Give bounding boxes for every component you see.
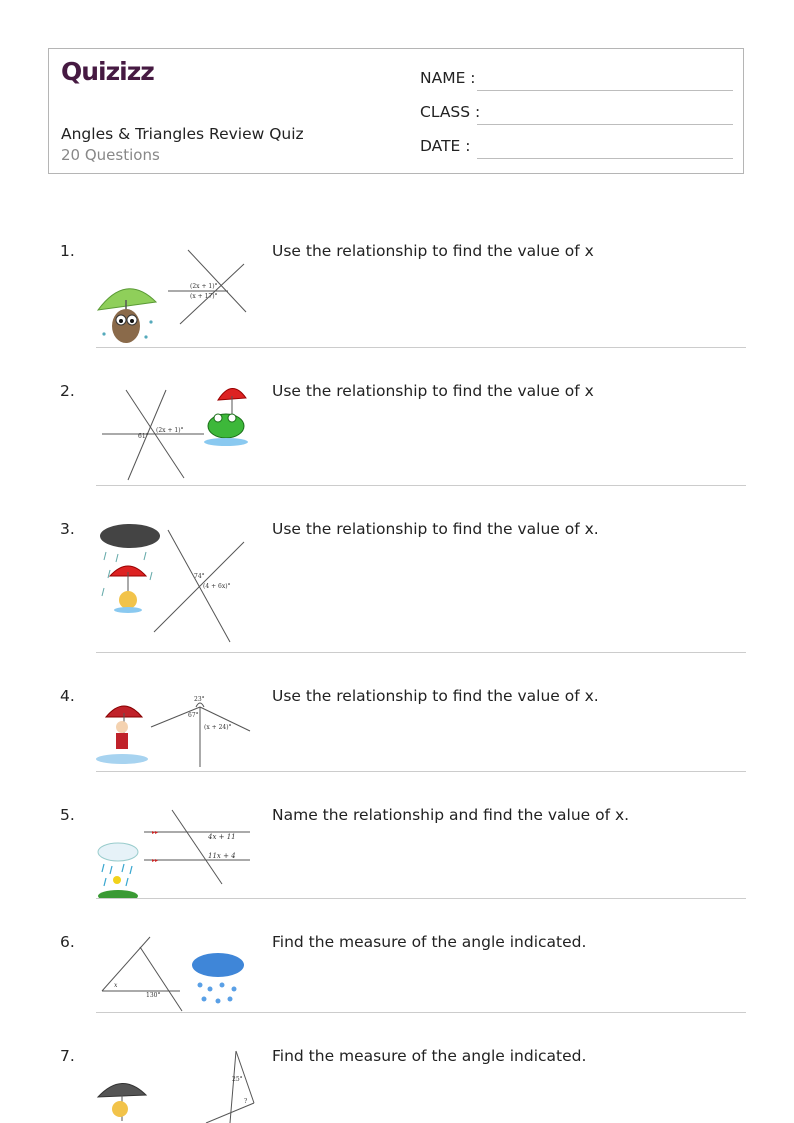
angle-label: 11x + 4 [208, 852, 236, 860]
question-text: Use the relationship to find the value of x [272, 382, 594, 400]
angle-label: 67° [188, 712, 199, 719]
rain-flower-illustration [98, 843, 138, 898]
angle-label: 23° [194, 696, 205, 703]
question-count: 20 Questions [61, 146, 160, 164]
angle-label: 74° [194, 573, 205, 580]
date-field[interactable] [420, 137, 733, 161]
angle-label: (x + 17)° [190, 293, 218, 300]
date-line[interactable] [477, 158, 733, 159]
question-number: 1. [60, 242, 75, 260]
angle-label: ? [244, 1098, 248, 1105]
name-label: NAME : [420, 69, 476, 87]
angle-label: (4 + 6x)° [203, 583, 231, 590]
name-line[interactable] [477, 90, 733, 91]
divider [96, 1012, 746, 1013]
question-7-figure [96, 1047, 256, 1123]
name-field[interactable] [420, 69, 733, 93]
question-number: 4. [60, 687, 75, 705]
svg-text:▸▸: ▸▸ [152, 857, 159, 864]
angle-label: (2x + 1)° [190, 283, 218, 290]
angle-label: (2x + 1)° [156, 427, 184, 434]
angle-label: 130° [146, 992, 161, 999]
angle-label: (x + 24)° [204, 724, 232, 731]
angle-label: 25° [232, 1076, 243, 1083]
question-number: 6. [60, 933, 75, 951]
question-text: Use the relationship to find the value of x [272, 242, 594, 260]
girl-umbrella-illustration [96, 706, 148, 764]
quiz-title: Angles & Triangles Review Quiz [61, 125, 304, 143]
frog-umbrella-illustration [204, 388, 248, 446]
date-label: DATE : [420, 137, 471, 155]
cloud-umbrella-illustration [100, 524, 160, 613]
question-3-figure [96, 520, 256, 648]
question-text: Use the relationship to find the value of x. [272, 687, 599, 705]
question-number: 7. [60, 1047, 75, 1065]
class-line[interactable] [477, 124, 733, 125]
rain-cloud-illustration [192, 953, 244, 1004]
class-field[interactable] [420, 103, 733, 127]
question-number: 3. [60, 520, 75, 538]
question-6-figure [96, 933, 256, 1013]
angle-label: x [114, 982, 118, 989]
owl-umbrella-illustration [98, 289, 156, 343]
question-1-figure [96, 242, 256, 348]
question-4-figure [96, 687, 256, 771]
worksheet-header [48, 48, 744, 174]
divider [96, 771, 746, 772]
question-text: Find the measure of the angle indicated. [272, 933, 587, 951]
class-label: CLASS : [420, 103, 481, 121]
question-number: 2. [60, 382, 75, 400]
divider [96, 898, 746, 899]
question-2-figure [96, 382, 256, 482]
question-text: Find the measure of the angle indicated. [272, 1047, 587, 1065]
child-umbrella-illustration [98, 1083, 146, 1121]
question-5-figure [96, 806, 256, 898]
question-number: 5. [60, 806, 75, 824]
angle-label: 61° [138, 433, 149, 440]
question-text: Name the relationship and find the value of x. [272, 806, 630, 824]
divider [96, 485, 746, 486]
divider [96, 652, 746, 653]
question-text: Use the relationship to find the value of x. [272, 520, 599, 538]
angle-label: 4x + 11 [208, 833, 236, 841]
quizizz-logo: Quizizz [61, 57, 154, 86]
divider [96, 347, 746, 348]
svg-text:▸▸: ▸▸ [152, 829, 159, 836]
